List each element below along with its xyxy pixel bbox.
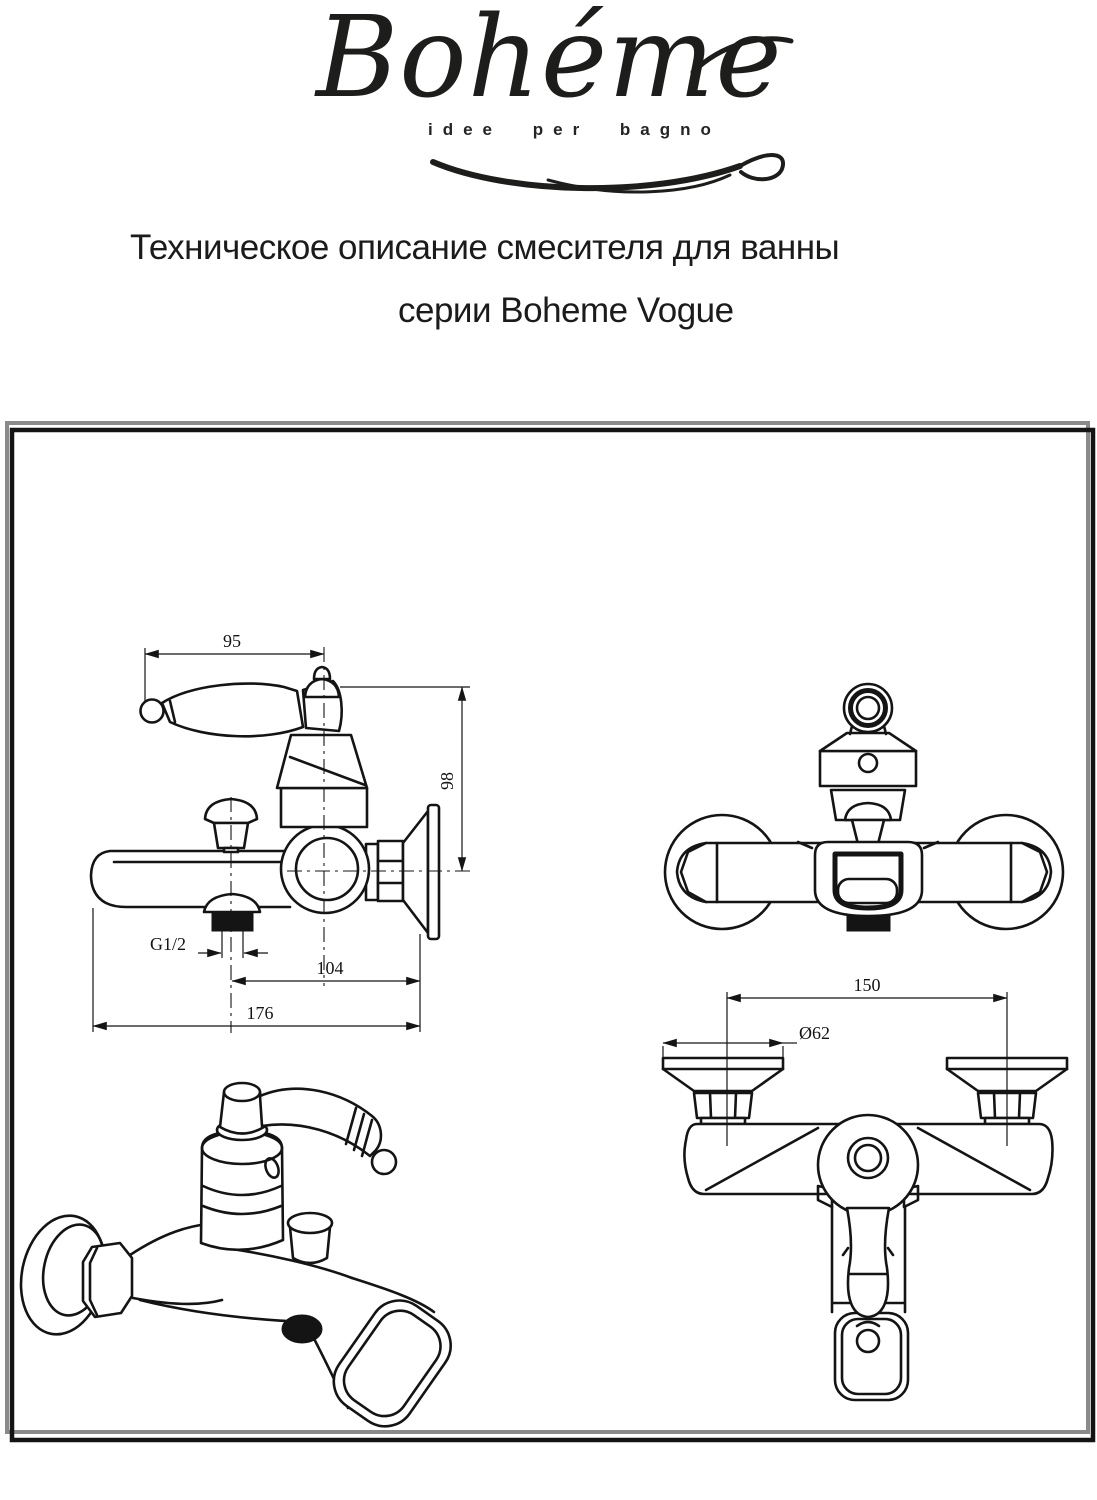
outlet-thread-front: [847, 916, 890, 931]
iso-spout-mouth: [322, 1289, 462, 1438]
iso-handle-ball: [372, 1150, 396, 1174]
spout-outline: [91, 851, 290, 907]
dim-label-176: 176: [246, 1003, 274, 1023]
top-view-drawing: [663, 975, 1067, 1400]
wall-connector: [366, 805, 439, 939]
cartridge-block: [820, 751, 916, 786]
thread-extension-lines: [222, 931, 243, 958]
iso-tube-top: [130, 1224, 208, 1255]
brand-wordmark: Bohéme: [316, 0, 783, 123]
dim-176: [93, 908, 420, 1032]
doc-title-line1: Техническое описание смесителя для ванны: [130, 228, 840, 267]
top-spout: [835, 1313, 908, 1400]
top-lever: [847, 1208, 889, 1317]
brand-tagline: idee per bagno: [428, 120, 721, 139]
outlet-thread-black: [212, 912, 253, 931]
handle-ball: [141, 700, 164, 723]
top-left-flange: [663, 1058, 783, 1124]
frame-outer-border: [7, 423, 1088, 1432]
shower-ring: [844, 684, 892, 734]
doc-title-line2: серии Boheme Vogue: [398, 291, 734, 330]
iso-top-knob: [217, 1083, 267, 1140]
dim-label-thread: G1/2: [150, 934, 186, 954]
dim-label-150: 150: [853, 975, 881, 995]
front-view-drawing: [665, 684, 1063, 931]
cartridge-cap: [820, 733, 916, 751]
dim-label-diameter: Ø62: [799, 1023, 830, 1043]
side-view-drawing: [91, 631, 472, 1033]
lever-handle: [141, 667, 342, 736]
top-handle-mount: [818, 1115, 918, 1215]
dim-62: [663, 1023, 830, 1060]
dim-label-104: 104: [316, 958, 344, 978]
iso-outlet-dark: [282, 1315, 322, 1343]
top-diverter-knob: [857, 1330, 879, 1352]
iso-body-top-edge: [218, 1247, 352, 1278]
iso-diverter-knob: [288, 1213, 332, 1263]
dim-thread: [150, 934, 268, 954]
dim-label-95: 95: [223, 631, 241, 651]
dim-label-98: 98: [437, 772, 457, 790]
isometric-view-drawing: [10, 1083, 462, 1438]
drawing-frame: [7, 423, 1093, 1440]
